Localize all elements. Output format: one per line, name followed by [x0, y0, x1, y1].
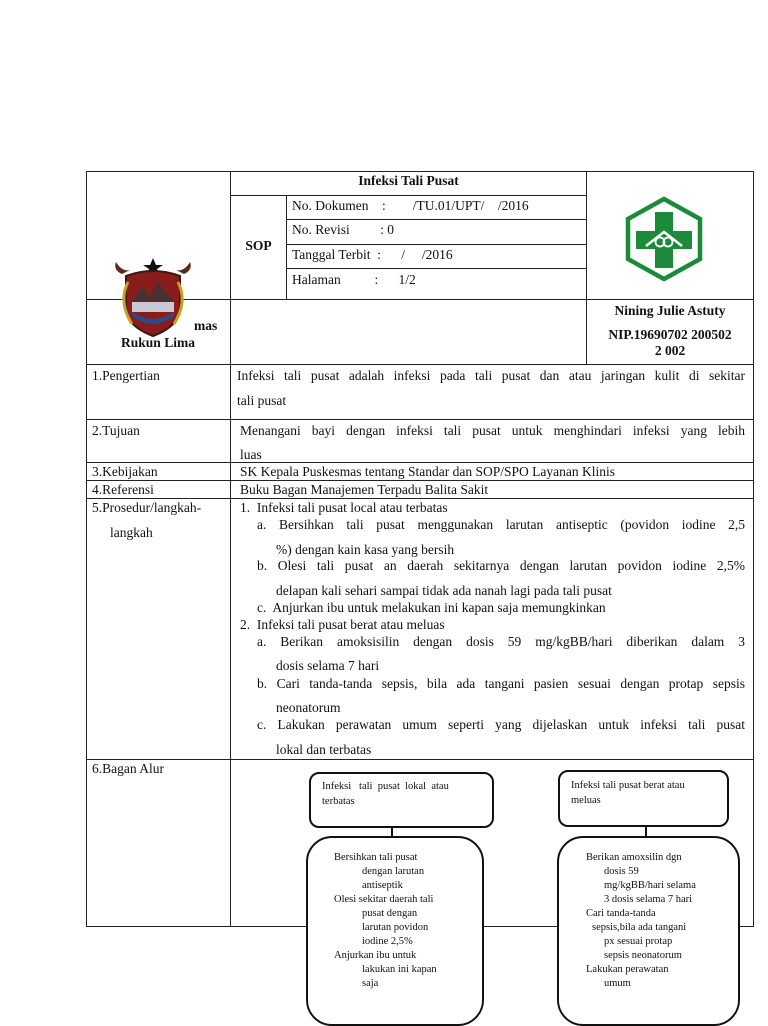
flow-severe-action-10: umum — [604, 978, 631, 989]
flow-box-local-actions — [306, 836, 484, 1026]
step-2c-line1: c. Lakukan perawatan umum seperti yang dijelaskan untuk infeksi tali pusat — [257, 717, 745, 732]
step-2-heading: 2. Infeksi tali pusat berat atau meluas — [240, 617, 445, 632]
referensi-text: Buku Bagan Manajemen Terpadu Balita Sakit — [240, 482, 489, 497]
regional-emblem — [108, 252, 198, 338]
flow-local-action-4: Olesi sekitar daerah tali — [334, 894, 434, 905]
revision-number: No. Revisi : 0 — [292, 222, 395, 237]
flow-severe-action-8: sepsis neonatorum — [604, 950, 682, 961]
flow-local-action-7: iodine 2,5% — [362, 936, 413, 947]
flow-severe-action-3: mg/kgBB/hari selama — [604, 880, 696, 891]
flow-severe-line1: Infeksi tali pusat berat atau — [571, 780, 685, 791]
step-1b-line1: b. Olesi tali pusat an daerah sekitarnya dengan larutan povidon iodine 2,5% — [257, 558, 745, 573]
step-1a-line2: %) dengan kain kasa yang bersih — [276, 542, 455, 557]
flow-local-action-10: saja — [362, 978, 379, 989]
tujuan-line1: Menangani bayi dengan infeksi tali pusat untuk menghindari infeksi yang lebih — [240, 423, 745, 438]
flow-local-line2: terbatas — [322, 796, 355, 807]
flow-severe-action-9: Lakukan perawatan — [586, 964, 669, 975]
step-2b-line2: neonatorum — [276, 700, 341, 715]
kebijakan-text: SK Kepala Puskesmas tentang Standar dan SOP/SPO Layanan Klinis — [240, 464, 615, 479]
flow-local-action-8: Anjurkan ibu untuk — [334, 950, 417, 961]
label-referensi: 4.Referensi — [92, 482, 154, 497]
flow-severe-action-2: dosis 59 — [604, 866, 639, 877]
flow-severe-action-7: px sesuai protap — [604, 936, 673, 947]
flow-severe-action-4: 3 dosis selama 7 hari — [604, 894, 693, 905]
flow-box-severe-actions — [557, 836, 740, 1026]
step-2c-line2: lokal dan terbatas — [276, 742, 372, 757]
doc-number: No. Dokumen : /TU.01/UPT/ /2016 — [292, 198, 529, 213]
flow-local-action-3: antiseptik — [362, 880, 403, 891]
label-pengertian: 1.Pengertian — [92, 368, 160, 383]
document-title: Infeksi Tali Pusat — [358, 173, 459, 188]
label-kebijakan: 3.Kebijakan — [92, 464, 158, 479]
flow-severe-action-5: Cari tanda-tanda — [586, 908, 656, 919]
issue-date: Tanggal Terbit : / /2016 — [292, 247, 453, 262]
flow-local-action-1: Bersihkan tali pusat — [334, 852, 418, 863]
puskesmas-logo — [624, 196, 704, 282]
flow-box-severe — [558, 770, 729, 827]
sop-label: SOP — [245, 238, 272, 253]
label-tujuan: 2.Tujuan — [92, 423, 140, 438]
signer-nip-line1: NIP.19690702 200502 — [608, 327, 732, 342]
tujuan-line2: luas — [240, 447, 262, 462]
health-cross-icon — [624, 196, 704, 282]
pengertian-line1: Infeksi tali pusat adalah infeksi pada tali pusat dan atau jaringan kulit di sekitar — [237, 368, 745, 383]
step-1a-line1: a. Bersihkan tali pusat menggunakan larutan antiseptic (povidon iodine 2,5 — [257, 517, 745, 532]
organization-partial: mas — [194, 318, 218, 333]
signer-name: Nining Julie Astuty — [614, 303, 726, 318]
step-2a-line1: a. Berikan amoksisilin dengan dosis 59 mg/kgBB/hari diberikan dalam 3 — [257, 634, 745, 649]
emblem-icon — [108, 252, 198, 338]
step-2a-line2: dosis selama 7 hari — [276, 658, 380, 673]
page-number: Halaman : 1/2 — [292, 272, 416, 287]
flow-local-action-2: dengan larutan — [362, 866, 425, 877]
pengertian-line2: tali pusat — [237, 393, 287, 408]
flow-severe-action-6: sepsis,bila ada tangani — [592, 922, 687, 933]
label-bagan-alur: 6.Bagan Alur — [92, 761, 164, 776]
organization-name: Rukun Lima — [121, 335, 195, 350]
flow-severe-action-1: Berikan amoxsilin dgn — [586, 852, 682, 863]
step-2b-line1: b. Cari tanda-tanda sepsis, bila ada tangani pasien sesuai dengan protap sepsis — [257, 676, 745, 691]
step-1-heading: 1. Infeksi tali pusat local atau terbatas — [240, 500, 448, 515]
flow-box-local — [309, 772, 494, 828]
flow-local-action-6: larutan povidon — [362, 922, 429, 933]
step-1c: c. Anjurkan ibu untuk melakukan ini kapan saja memungkinkan — [257, 600, 606, 615]
signer-nip-line2: 2 002 — [654, 343, 686, 358]
step-1b-line2: delapan kali sehari sampai tidak ada nanah lagi pada tali pusat — [276, 583, 612, 598]
label-prosedur-cont: langkah — [110, 525, 153, 540]
flow-severe-line2: meluas — [571, 795, 601, 806]
flow-local-action-9: lakukan ini kapan — [362, 964, 437, 975]
flow-local-action-5: pusat dengan — [362, 908, 418, 919]
flow-local-line1: Infeksi tali pusat lokal atau — [322, 781, 449, 792]
label-prosedur: 5.Prosedur/langkah- — [92, 500, 202, 515]
